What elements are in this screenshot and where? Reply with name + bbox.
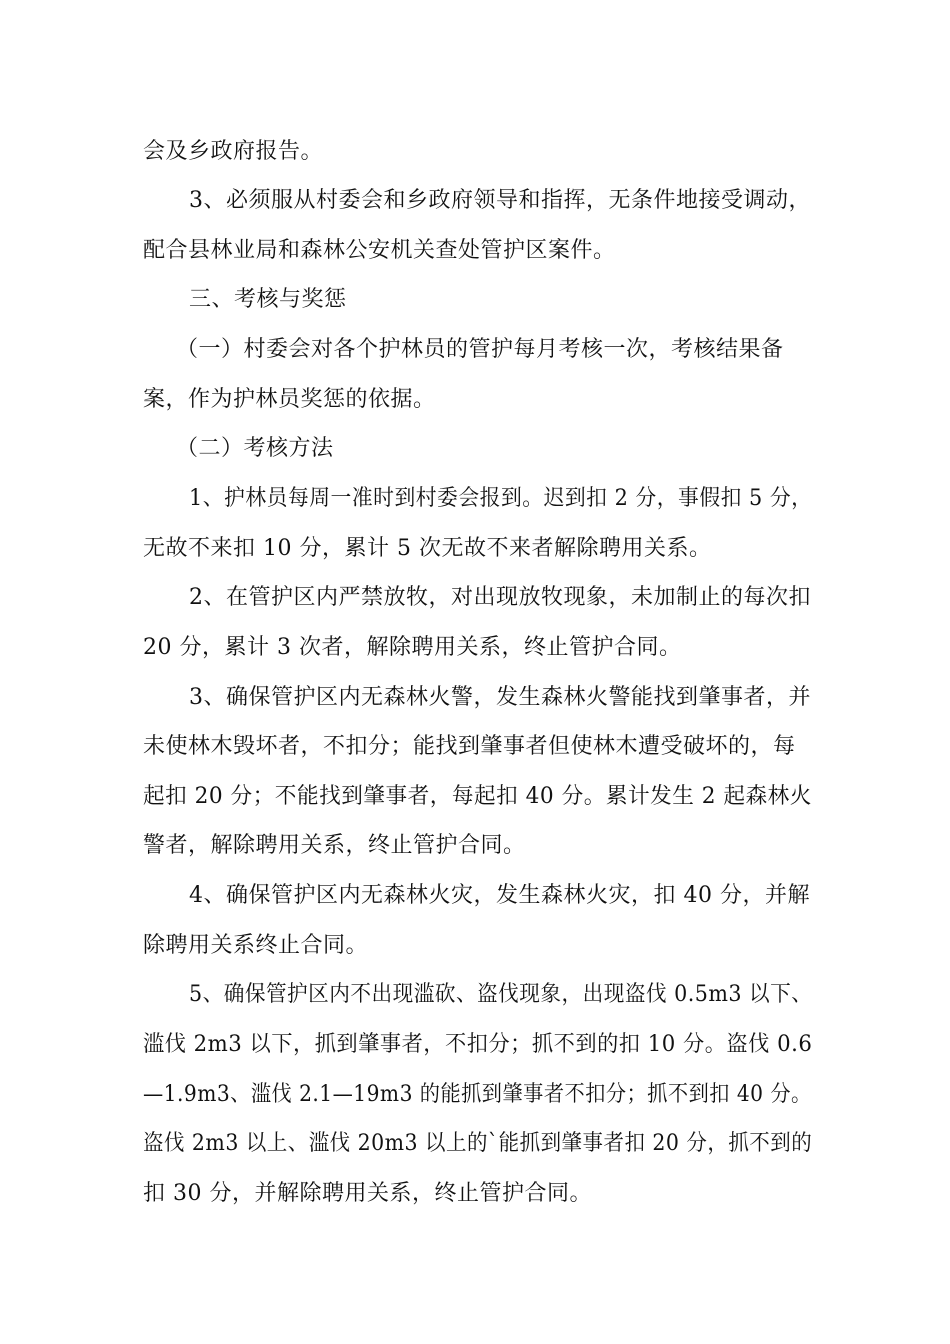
section-heading-3: 三、考核与奖惩 bbox=[189, 287, 347, 312]
text-line-6: 案，作为护林员奖惩的依据。 bbox=[143, 387, 436, 412]
text-line-19: 滥伐 2m3 以下，抓到肇事者，不扣分；抓不到的扣 10 分。盗伐 0.6 bbox=[143, 1032, 813, 1057]
text-line-13: 未使林木毁坏者，不扣分；能找到肇事者但使林木遭受破坏的，每 bbox=[143, 734, 796, 759]
text-line-18: 5、确保管护区内不出现滥砍、盗伐现象，出现盗伐 0.5m3 以下、 bbox=[189, 982, 813, 1007]
text-line-10: 2、在管护区内严禁放牧，对出现放牧现象，未加制止的每次扣 bbox=[189, 585, 811, 610]
text-line-5: （一）村委会对各个护林员的管护每月考核一次，考核结果备 bbox=[176, 337, 784, 362]
text-line-11: 20 分，累计 3 次者，解除聘用关系，终止管护合同。 bbox=[143, 635, 682, 660]
subsection-heading-2: （二）考核方法 bbox=[176, 436, 334, 461]
text-line-8: 1、护林员每周一准时到村委会报到。迟到扣 2 分，事假扣 5 分， bbox=[189, 486, 813, 511]
text-line-21: 盗伐 2m3 以上、滥伐 20m3 以上的`能抓到肇事者扣 20 分，抓不到的 bbox=[143, 1131, 813, 1156]
text-line-17: 除聘用关系终止合同。 bbox=[143, 933, 369, 958]
text-line-16: 4、确保管护区内无森林火灾，发生森林火灾，扣 40 分，并解 bbox=[189, 883, 810, 908]
text-line-12: 3、确保管护区内无森林火警，发生森林火警能找到肇事者，并 bbox=[189, 685, 811, 710]
text-line-20: —1.9m3、滥伐 2.1—19m3 的能抓到肇事者不扣分；抓不到扣 40 分。 bbox=[143, 1082, 812, 1107]
text-line-22: 扣 30 分，并解除聘用关系，终止管护合同。 bbox=[143, 1181, 592, 1206]
text-line-2: 3、必须服从村委会和乡政府领导和指挥，无条件地接受调动， bbox=[189, 188, 811, 213]
text-line-14: 起扣 20 分；不能找到肇事者，每起扣 40 分。累计发生 2 起森林火 bbox=[143, 784, 812, 809]
text-line-1: 会及乡政府报告。 bbox=[143, 139, 324, 164]
text-line-15: 警者，解除聘用关系，终止管护合同。 bbox=[143, 833, 526, 858]
text-line-3: 配合县林业局和森林公安机关查处管护区案件。 bbox=[143, 238, 616, 263]
text-line-9: 无故不来扣 10 分，累计 5 次无故不来者解除聘用关系。 bbox=[143, 536, 712, 561]
